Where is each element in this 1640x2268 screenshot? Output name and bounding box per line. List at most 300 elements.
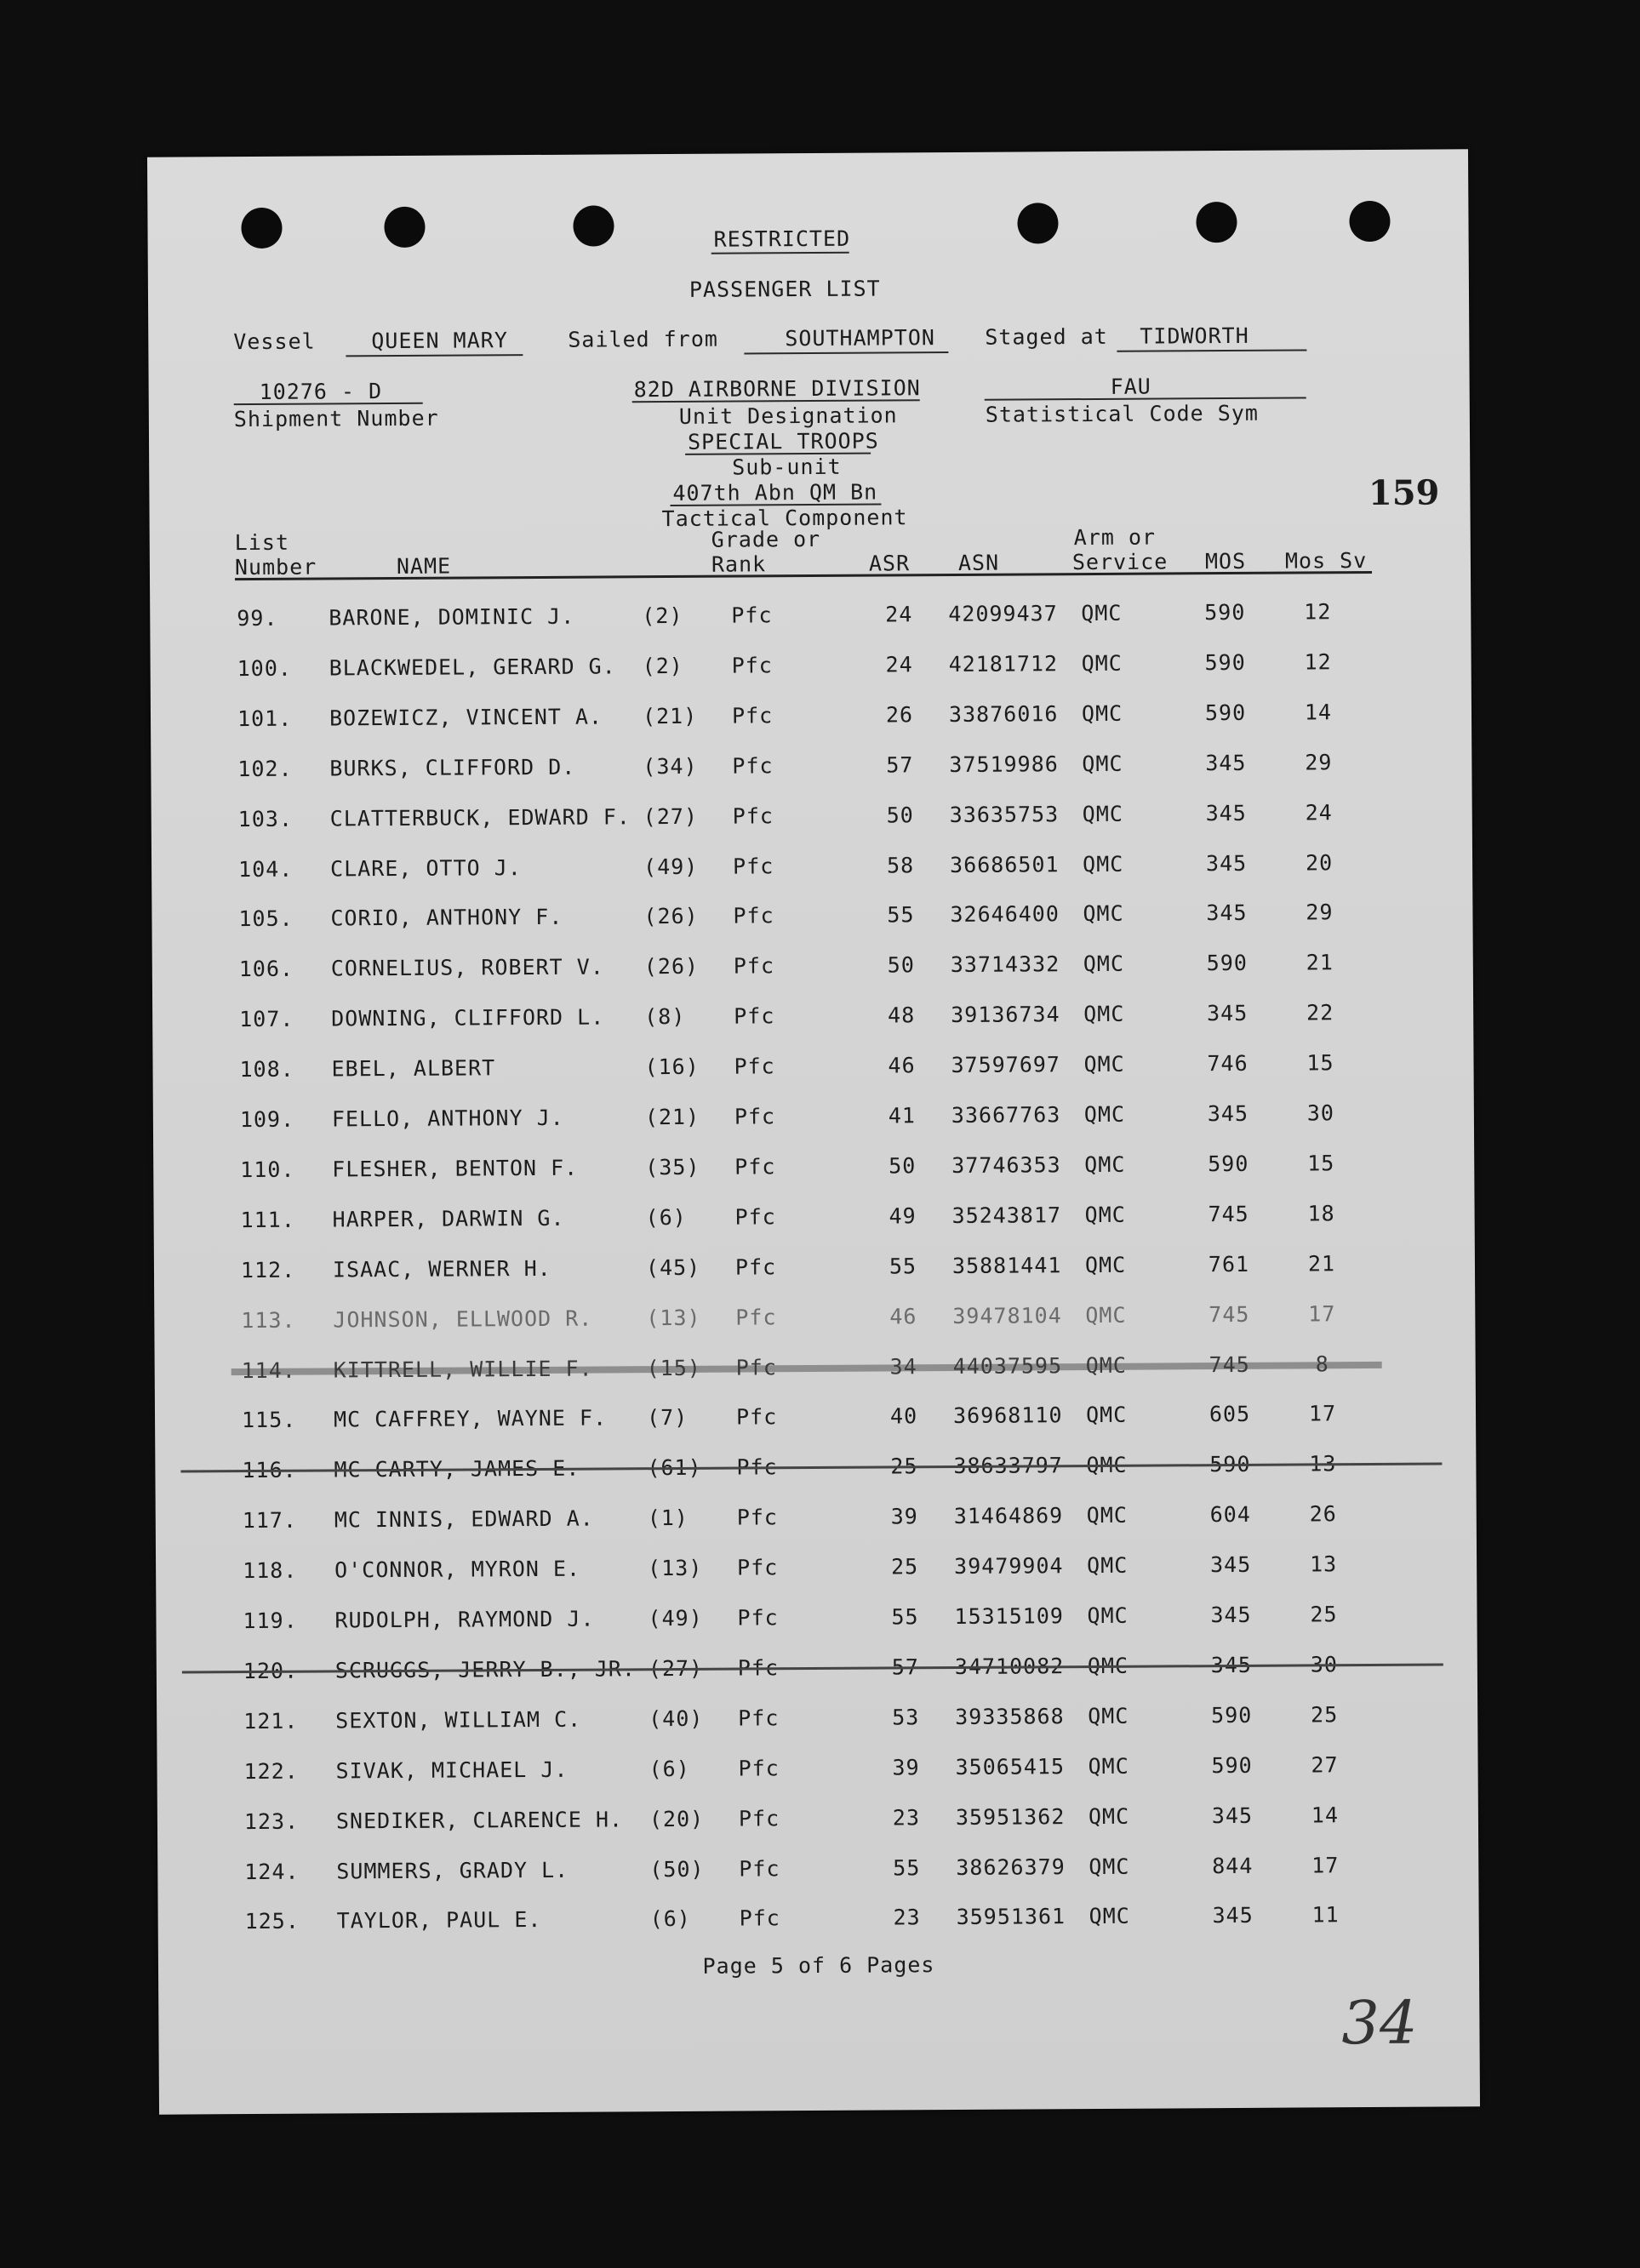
- asn-value: 34710082: [954, 1654, 1065, 1679]
- list-number: 117.: [242, 1507, 298, 1534]
- asr-value: 53: [892, 1705, 920, 1730]
- months-service: 25: [1310, 1602, 1338, 1627]
- months-service: 25: [1311, 1702, 1339, 1728]
- grade-rank: Pfc: [736, 1505, 779, 1530]
- asr-value: 25: [890, 1454, 918, 1479]
- months-service: 20: [1305, 849, 1334, 875]
- tactical-component-label: Tactical Component: [661, 505, 908, 532]
- name-code: (2): [642, 653, 683, 679]
- months-service: 15: [1306, 1050, 1334, 1076]
- arm-service: QMC: [1088, 1753, 1129, 1779]
- months-service: 13: [1309, 1551, 1338, 1577]
- passenger-name: SEXTON, WILLIAM C.: [335, 1706, 582, 1734]
- passenger-name: SCRUGGS, JERRY B., JR.: [334, 1656, 637, 1683]
- name-code: (16): [644, 1054, 700, 1080]
- grade-rank: Pfc: [737, 1655, 780, 1681]
- asr-value: 57: [891, 1654, 919, 1680]
- grade-rank: Pfc: [733, 953, 775, 979]
- table-row: [157, 1651, 1477, 1693]
- list-number: 101.: [237, 706, 293, 731]
- months-service: 29: [1306, 900, 1334, 925]
- table-row: [151, 849, 1472, 891]
- grade-rank: Pfc: [739, 1855, 780, 1882]
- table-row: [151, 900, 1472, 941]
- asn-value: 37746353: [951, 1152, 1061, 1178]
- passenger-name: CLARE, OTTO J.: [330, 854, 522, 881]
- tactical-component-value: 407th Abn QM Bn: [672, 479, 878, 506]
- list-number: 99.: [237, 605, 278, 631]
- asn-value: 35951361: [956, 1904, 1066, 1930]
- passenger-name: BOZEWICZ, VINCENT A.: [329, 704, 603, 731]
- name-code: (7): [646, 1405, 689, 1431]
- column-header-mos-sv: Mos Sv: [1284, 548, 1368, 574]
- asn-value: 33876016: [948, 701, 1059, 727]
- asn-value: 35065415: [955, 1753, 1066, 1780]
- asr-value: 55: [891, 1604, 919, 1630]
- table-row: [155, 1351, 1476, 1392]
- shipment-number-label: Shipment Number: [233, 405, 439, 432]
- arm-service: QMC: [1083, 901, 1124, 927]
- mos-value: 590: [1204, 649, 1246, 676]
- passenger-name: O'CONNOR, MYRON E.: [334, 1556, 581, 1583]
- mos-value: 345: [1209, 1551, 1252, 1578]
- grade-rank: Pfc: [732, 803, 774, 829]
- months-service: 13: [1309, 1451, 1337, 1477]
- vessel-underline: [346, 354, 523, 357]
- passenger-name: SNEDIKER, CLARENCE H.: [335, 1806, 624, 1834]
- list-number: 123.: [243, 1808, 300, 1834]
- arm-service: QMC: [1083, 1051, 1125, 1077]
- asn-value: 36686501: [949, 851, 1060, 877]
- grade-rank: Pfc: [731, 653, 773, 678]
- list-number: 124.: [244, 1859, 300, 1884]
- table-row: [151, 699, 1471, 740]
- asr-value: 49: [889, 1203, 917, 1229]
- list-number: 108.: [239, 1056, 294, 1083]
- passenger-name: BARONE, DOMINIC J.: [329, 603, 575, 631]
- arm-service: QMC: [1089, 1854, 1130, 1879]
- passenger-name: RUDOLPH, RAYMOND J.: [334, 1606, 595, 1633]
- shipment-underline: [234, 403, 423, 405]
- grade-rank: Pfc: [733, 903, 774, 928]
- months-service: 11: [1311, 1902, 1340, 1928]
- list-number: 119.: [243, 1608, 298, 1634]
- name-code: (8): [644, 1004, 686, 1030]
- table-row: [156, 1551, 1477, 1592]
- arm-service: QMC: [1085, 1302, 1127, 1328]
- table-row: [151, 749, 1471, 791]
- punch-hole: [384, 207, 425, 248]
- mos-value: 590: [1209, 1452, 1251, 1477]
- list-number: 111.: [240, 1207, 295, 1232]
- asn-value: 33714332: [950, 951, 1060, 978]
- list-number: 109.: [239, 1106, 295, 1133]
- list-number: 112.: [240, 1257, 296, 1283]
- asn-value: 44037595: [952, 1352, 1063, 1379]
- asr-value: 25: [890, 1554, 919, 1580]
- grade-rank: Pfc: [734, 1254, 777, 1280]
- months-service: 30: [1310, 1652, 1338, 1677]
- mos-value: 745: [1209, 1351, 1250, 1377]
- asn-value: 42181712: [948, 651, 1059, 677]
- mos-value: 345: [1207, 1100, 1249, 1127]
- asr-value: 50: [889, 1153, 917, 1179]
- arm-service: QMC: [1087, 1653, 1129, 1678]
- unit-designation-value: 82D AIRBORNE DIVISION: [633, 375, 921, 403]
- mos-value: 345: [1210, 1602, 1252, 1628]
- grade-rank: Pfc: [734, 1104, 776, 1129]
- asn-value: 33635753: [949, 801, 1060, 827]
- arm-service: QMC: [1082, 751, 1123, 776]
- name-code: (49): [643, 854, 699, 879]
- name-code: (61): [647, 1455, 702, 1481]
- grade-rank: Pfc: [733, 853, 774, 879]
- list-number: 104.: [238, 856, 294, 882]
- grade-rank: Pfc: [738, 1705, 780, 1731]
- asn-value: 39335868: [955, 1704, 1065, 1729]
- arm-service: QMC: [1083, 1001, 1125, 1027]
- mos-value: 345: [1205, 800, 1247, 826]
- name-code: (6): [645, 1204, 687, 1231]
- asn-value: 37519986: [949, 751, 1059, 777]
- arm-service: QMC: [1083, 1101, 1126, 1128]
- arm-service: QMC: [1085, 1352, 1127, 1378]
- passenger-name: CLATTERBUCK, EDWARD F.: [329, 803, 631, 831]
- punch-hole: [241, 208, 282, 249]
- arm-service: QMC: [1087, 1602, 1129, 1629]
- table-row: [157, 1802, 1478, 1843]
- staged-at-label: Staged at: [985, 323, 1108, 350]
- asr-value: 48: [888, 1003, 916, 1028]
- table-row: [155, 1451, 1476, 1493]
- passenger-name: FLESHER, BENTON F.: [332, 1155, 579, 1182]
- asr-value: 55: [889, 1253, 917, 1279]
- column-header-name: NAME: [396, 553, 452, 579]
- months-service: 30: [1306, 1100, 1335, 1126]
- table-row: [156, 1500, 1477, 1542]
- sailed-from-label: Sailed from: [568, 326, 718, 352]
- passenger-name: SIVAK, MICHAEL J.: [335, 1757, 569, 1784]
- name-code: (26): [643, 904, 699, 929]
- passenger-name: BLACKWEDEL, GERARD G.: [329, 654, 616, 681]
- months-service: 29: [1305, 749, 1333, 775]
- mos-value: 746: [1207, 1050, 1249, 1077]
- list-number: 105.: [238, 906, 294, 932]
- passenger-name: JOHNSON, ELLWOOD R.: [333, 1305, 593, 1333]
- asr-value: 24: [885, 602, 913, 627]
- grade-rank: Pfc: [734, 1154, 776, 1180]
- months-service: 21: [1307, 1250, 1336, 1277]
- asn-value: 39478104: [952, 1302, 1062, 1328]
- column-header-asr: ASR: [868, 551, 911, 576]
- table-row: [152, 950, 1473, 991]
- handwritten-note: 34: [1341, 1987, 1418, 2059]
- asr-value: 55: [887, 902, 915, 928]
- passenger-name: KITTRELL, WILLIE F.: [333, 1356, 593, 1382]
- mos-value: 345: [1205, 850, 1248, 876]
- arm-service: QMC: [1085, 1403, 1128, 1428]
- name-code: (50): [649, 1856, 705, 1882]
- table-row: [153, 1150, 1474, 1191]
- passenger-name: CORNELIUS, ROBERT V.: [330, 954, 604, 981]
- asr-value: 34: [889, 1353, 917, 1379]
- passenger-name: MC CAFFREY, WAYNE F.: [333, 1405, 608, 1432]
- asn-value: 31464869: [953, 1503, 1064, 1529]
- arm-service: QMC: [1083, 951, 1125, 977]
- name-code: (13): [646, 1305, 701, 1330]
- asr-value: 23: [893, 1905, 921, 1930]
- name-code: (26): [643, 954, 700, 980]
- passenger-name: BURKS, CLIFFORD D.: [329, 754, 576, 781]
- asn-value: 39479904: [954, 1553, 1064, 1580]
- grade-rank: Pfc: [734, 1204, 776, 1230]
- arm-service: QMC: [1084, 1151, 1126, 1177]
- mos-value: 745: [1209, 1301, 1250, 1327]
- mos-value: 745: [1208, 1201, 1249, 1226]
- table-row: [151, 799, 1472, 841]
- passenger-name: SUMMERS, GRADY L.: [336, 1857, 569, 1883]
- unit-designation-label: Unit Designation: [678, 403, 898, 429]
- months-service: 24: [1305, 799, 1333, 826]
- months-service: 17: [1308, 1401, 1337, 1426]
- punch-hole: [1349, 201, 1390, 242]
- page-title: PASSENGER LIST: [689, 276, 881, 302]
- table-row: [154, 1200, 1475, 1242]
- months-service: 12: [1304, 649, 1332, 675]
- name-code: (21): [642, 703, 698, 729]
- passenger-name: HARPER, DARWIN G.: [332, 1205, 565, 1232]
- column-header-mos: MOS: [1204, 548, 1247, 574]
- table-row: [154, 1250, 1475, 1292]
- arm-service: QMC: [1088, 1803, 1130, 1829]
- name-code: (1): [647, 1505, 689, 1531]
- arm-service: QMC: [1086, 1453, 1128, 1478]
- months-service: 18: [1307, 1201, 1335, 1226]
- mos-value: 345: [1212, 1903, 1254, 1928]
- months-service: 17: [1308, 1300, 1336, 1327]
- name-code: (27): [643, 803, 699, 829]
- asn-value: 36968110: [952, 1403, 1063, 1429]
- arm-service: QMC: [1089, 1904, 1130, 1929]
- arm-service: QMC: [1081, 600, 1123, 626]
- asn-value: 32646400: [950, 901, 1060, 928]
- asr-value: 39: [892, 1754, 920, 1780]
- passenger-name: DOWNING, CLIFFORD L.: [331, 1004, 605, 1031]
- asr-value: 50: [887, 952, 915, 978]
- grade-rank: Pfc: [735, 1304, 777, 1330]
- asn-value: 37597697: [951, 1052, 1061, 1078]
- list-number: 107.: [239, 1006, 294, 1032]
- asr-value: 39: [890, 1504, 918, 1529]
- asn-value: 15315109: [954, 1603, 1064, 1629]
- classification-label: RESTRICTED: [713, 226, 851, 252]
- months-service: 26: [1309, 1501, 1337, 1527]
- document-page: [147, 149, 1480, 2114]
- mos-value: 590: [1211, 1752, 1253, 1778]
- mos-value: 590: [1204, 700, 1247, 725]
- asn-value: 38633797: [953, 1453, 1063, 1479]
- mos-value: 345: [1210, 1652, 1253, 1678]
- arm-service: QMC: [1082, 851, 1124, 877]
- passenger-name: MC CARTY, JAMES E.: [334, 1455, 580, 1482]
- page-footer: Page 5 of 6 Pages: [702, 1952, 935, 1979]
- name-code: (40): [649, 1705, 704, 1731]
- asr-value: 24: [885, 652, 913, 677]
- asr-value: 57: [886, 751, 914, 778]
- months-service: 12: [1304, 599, 1332, 625]
- sailed-from-underline: [744, 351, 948, 354]
- asn-value: 39136734: [951, 1002, 1060, 1028]
- list-number: 122.: [243, 1758, 299, 1784]
- arm-service: QMC: [1084, 1202, 1126, 1227]
- sub-unit-value: SPECIAL TROOPS: [687, 428, 879, 454]
- name-code: (2): [642, 603, 683, 629]
- asr-value: 46: [888, 1053, 916, 1078]
- list-number: 100.: [237, 655, 292, 682]
- asn-value: 42099437: [948, 601, 1058, 627]
- mos-value: 590: [1204, 599, 1246, 626]
- months-service: 14: [1311, 1802, 1340, 1828]
- months-service: 27: [1311, 1751, 1339, 1778]
- punch-hole: [573, 205, 614, 246]
- staged-at-value: TIDWORTH: [1140, 323, 1249, 349]
- vessel-value: QUEEN MARY: [371, 328, 508, 354]
- grade-rank: Pfc: [735, 1354, 777, 1380]
- sub-unit-label: Sub-unit: [732, 454, 842, 480]
- grade-rank: Pfc: [731, 703, 774, 728]
- mos-value: 605: [1209, 1402, 1251, 1427]
- arm-service: QMC: [1082, 801, 1123, 826]
- months-service: 15: [1307, 1151, 1335, 1176]
- list-number: 120.: [243, 1658, 299, 1683]
- shipment-number-value: 10276 - D: [259, 379, 383, 404]
- table-row: [158, 1902, 1479, 1944]
- passenger-name: TAYLOR, PAUL E.: [336, 1907, 542, 1934]
- arm-service: QMC: [1081, 650, 1123, 676]
- arm-service: QMC: [1086, 1502, 1129, 1528]
- list-number: 118.: [243, 1557, 298, 1584]
- list-number: 103.: [237, 806, 294, 831]
- name-code: (49): [648, 1605, 703, 1631]
- mos-value: 345: [1205, 750, 1247, 775]
- asr-value: 46: [889, 1303, 917, 1329]
- mos-value: 761: [1208, 1251, 1250, 1277]
- grade-rank: Pfc: [739, 1905, 780, 1931]
- asr-value: 50: [886, 802, 914, 828]
- statistical-code-value: FAU: [1110, 374, 1151, 399]
- mos-value: 590: [1208, 1151, 1249, 1177]
- arm-service: QMC: [1081, 700, 1123, 726]
- table-row: [151, 648, 1471, 690]
- list-number: 106.: [238, 957, 294, 982]
- name-code: (6): [649, 1756, 690, 1781]
- sailed-from-value: SOUTHAMPTON: [785, 325, 935, 351]
- name-code: (27): [648, 1655, 704, 1682]
- passenger-name: CORIO, ANTHONY F.: [330, 905, 563, 931]
- table-row: [157, 1701, 1477, 1743]
- name-code: (35): [645, 1154, 700, 1180]
- arm-service: QMC: [1084, 1252, 1127, 1277]
- asr-value: 58: [886, 852, 915, 877]
- asn-value: 35951362: [955, 1803, 1066, 1830]
- name-code: (13): [648, 1555, 703, 1581]
- grade-rank: Pfc: [737, 1555, 779, 1580]
- mos-value: 590: [1206, 951, 1248, 976]
- table-row: [152, 999, 1473, 1041]
- table-row: [157, 1751, 1477, 1793]
- name-code: (20): [649, 1806, 705, 1831]
- table-row: [154, 1300, 1475, 1342]
- list-number: 102.: [237, 756, 293, 781]
- vessel-label: Vessel: [233, 328, 316, 355]
- column-header-list-number: List Number: [234, 529, 317, 580]
- table-row: [156, 1601, 1477, 1642]
- asn-value: 35243817: [951, 1203, 1062, 1228]
- column-header-grade: Grade or Rank: [711, 526, 821, 577]
- asn-value: 38626379: [956, 1854, 1066, 1880]
- months-service: 22: [1306, 1000, 1334, 1025]
- staged-at-underline: [1117, 349, 1306, 351]
- mos-value: 590: [1211, 1702, 1253, 1728]
- name-code: (15): [646, 1355, 701, 1380]
- mos-value: 345: [1211, 1802, 1254, 1828]
- grade-rank: Pfc: [737, 1605, 779, 1631]
- asr-value: 41: [888, 1103, 917, 1128]
- months-service: 8: [1315, 1351, 1329, 1376]
- punch-hole: [1017, 203, 1058, 243]
- column-header-arm-service: Arm or Service: [1071, 524, 1169, 574]
- name-code: (34): [643, 753, 698, 779]
- asr-value: 26: [885, 702, 914, 728]
- table-row: [157, 1852, 1478, 1894]
- list-number: 113.: [241, 1307, 296, 1333]
- passenger-name: MC INNIS, EDWARD A.: [334, 1505, 594, 1533]
- asr-value: 23: [892, 1804, 921, 1831]
- grade-rank: Pfc: [732, 752, 774, 779]
- column-header-asn: ASN: [957, 550, 1000, 575]
- statistical-code-label: Statistical Code Sym: [985, 400, 1259, 427]
- grade-rank: Pfc: [734, 1054, 775, 1079]
- grade-rank: Pfc: [736, 1454, 778, 1480]
- arm-service: QMC: [1087, 1552, 1129, 1579]
- grade-rank: Pfc: [735, 1404, 778, 1430]
- months-service: 21: [1306, 950, 1334, 975]
- passenger-name: FELLO, ANTHONY J.: [331, 1105, 564, 1132]
- mos-value: 604: [1209, 1502, 1251, 1528]
- list-number: 116.: [242, 1458, 297, 1483]
- list-number: 114.: [241, 1357, 297, 1383]
- name-code: (6): [649, 1906, 691, 1932]
- table-row: [150, 598, 1471, 640]
- table-row: [155, 1401, 1476, 1442]
- grade-rank: Pfc: [738, 1805, 780, 1831]
- punch-hole: [1196, 202, 1237, 243]
- grade-rank: Pfc: [734, 1003, 775, 1029]
- page-stamp-number: 159: [1368, 472, 1440, 514]
- months-service: 14: [1304, 700, 1333, 725]
- asr-value: 55: [893, 1854, 921, 1880]
- classification-underline: [711, 252, 849, 254]
- asn-value: 33667763: [951, 1102, 1061, 1128]
- list-number: 115.: [241, 1408, 297, 1433]
- name-code: (21): [644, 1104, 700, 1130]
- list-number: 125.: [244, 1909, 300, 1934]
- grade-rank: Pfc: [731, 603, 773, 628]
- table-row: [152, 1049, 1473, 1091]
- asn-value: 35881441: [951, 1252, 1062, 1278]
- months-service: 17: [1311, 1852, 1340, 1877]
- asr-value: 40: [889, 1403, 918, 1429]
